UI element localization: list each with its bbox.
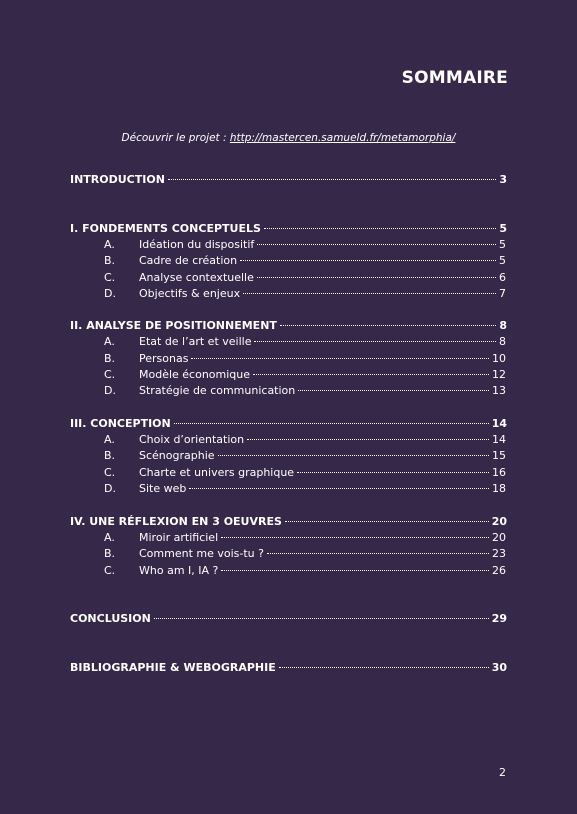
- page-title: SOMMAIRE: [401, 68, 508, 88]
- toc-page-number: 20: [491, 515, 507, 528]
- toc-entry-label: INTRODUCTION: [70, 173, 165, 186]
- toc-page-number: 3: [499, 173, 507, 186]
- page-number: 2: [499, 766, 506, 779]
- toc-subentry-letter: B.: [104, 449, 116, 462]
- toc-subentry-letter: A.: [104, 335, 115, 348]
- toc-subentry-label: Objectifs & enjeux: [139, 287, 241, 300]
- toc-page-number: 18: [492, 482, 506, 495]
- toc-page-number: 15: [492, 449, 506, 462]
- toc-leader-dots: [279, 667, 489, 668]
- toc-subentry[interactable]: [104, 547, 506, 563]
- toc-leader-dots: [174, 423, 489, 424]
- toc-page-number: 16: [492, 466, 506, 479]
- toc-subentry[interactable]: [104, 531, 506, 547]
- toc-entry-section-2[interactable]: [70, 319, 507, 335]
- toc-entry-label: I. FONDEMENTS CONCEPTUELS: [70, 222, 261, 235]
- toc-page-number: 30: [491, 661, 507, 674]
- toc-entry-label: II. ANALYSE DE POSITIONNEMENT: [70, 319, 277, 332]
- toc-subentry-letter: D.: [104, 384, 116, 397]
- toc-subentry[interactable]: [104, 254, 506, 270]
- toc-page-number: 12: [492, 368, 506, 381]
- toc-page-number: 26: [492, 564, 506, 577]
- toc-page-number: 14: [491, 417, 507, 430]
- toc-subentry[interactable]: [104, 433, 506, 449]
- toc-subentry[interactable]: [104, 449, 506, 465]
- toc-leader-dots: [218, 455, 489, 456]
- toc-subentry-label: Etat de l’art et veille: [139, 335, 252, 348]
- toc-entry-label: IV. UNE RÉFLEXION EN 3 OEUVRES: [70, 515, 282, 528]
- toc-leader-dots: [221, 537, 489, 538]
- toc-subentry[interactable]: [104, 482, 506, 498]
- toc-subentry[interactable]: [104, 287, 506, 303]
- toc-leader-dots: [247, 439, 489, 440]
- toc-subentry-label: Site web: [139, 482, 187, 495]
- toc-subentry[interactable]: [104, 384, 506, 400]
- toc-subentry-label: Modèle économique: [139, 368, 251, 381]
- toc-leader-dots: [285, 521, 489, 522]
- toc-leader-dots: [257, 277, 496, 278]
- toc-subentry[interactable]: [104, 466, 506, 482]
- toc-subentry-letter: B.: [104, 352, 116, 365]
- toc-page-number: 20: [492, 531, 506, 544]
- toc-leader-dots: [297, 472, 489, 473]
- toc-leader-dots: [267, 553, 489, 554]
- toc-subentry-label: Stratégie de communication: [139, 384, 296, 397]
- toc-subentry-letter: C.: [104, 466, 116, 479]
- toc-page-number: 13: [492, 384, 506, 397]
- toc-page-number: 23: [492, 547, 506, 560]
- toc-leader-dots: [240, 260, 496, 261]
- toc-page-number: 5: [499, 222, 507, 235]
- toc-leader-dots: [298, 390, 489, 391]
- toc-leader-dots: [221, 570, 489, 571]
- toc-leader-dots: [189, 488, 489, 489]
- toc-subentry-letter: C.: [104, 271, 116, 284]
- toc-entry-section-4[interactable]: [70, 515, 507, 531]
- toc-leader-dots: [257, 244, 496, 245]
- toc-subentry-letter: D.: [104, 482, 116, 495]
- toc-leader-dots: [154, 618, 489, 619]
- toc-leader-dots: [253, 374, 489, 375]
- toc-page-number: 8: [499, 335, 506, 348]
- toc-entry-label: CONCLUSION: [70, 612, 151, 625]
- toc-leader-dots: [191, 358, 489, 359]
- toc-subentry[interactable]: [104, 335, 506, 351]
- toc-subentry-letter: A.: [104, 531, 115, 544]
- toc-subentry[interactable]: [104, 352, 506, 368]
- toc-entry-label: III. CONCEPTION: [70, 417, 171, 430]
- toc-subentry-letter: A.: [104, 238, 115, 251]
- toc-subentry-label: Personas: [139, 352, 189, 365]
- toc-entry-section-1[interactable]: [70, 222, 507, 238]
- toc-subentry-letter: A.: [104, 433, 115, 446]
- toc-entry-introduction[interactable]: [70, 173, 507, 189]
- discover-prefix: Découvrir le projet :: [121, 132, 230, 144]
- toc-subentry-label: Charte et univers graphique: [139, 466, 295, 479]
- toc-subentry-label: Idéation du dispositif: [139, 238, 255, 251]
- toc-subentry-letter: B.: [104, 254, 116, 267]
- toc-subentry-letter: C.: [104, 564, 116, 577]
- toc-subentry-label: Comment me vois-tu ?: [139, 547, 264, 560]
- toc-subentry-label: Miroir artificiel: [139, 531, 219, 544]
- toc-subentry[interactable]: [104, 564, 506, 580]
- toc-page-number: 8: [499, 319, 507, 332]
- toc-entry-section-3[interactable]: [70, 417, 507, 433]
- toc-subentry-label: Cadre de création: [139, 254, 238, 267]
- toc-leader-dots: [280, 325, 496, 326]
- toc-page-number: 7: [499, 287, 506, 300]
- toc-leader-dots: [264, 228, 496, 229]
- toc-leader-dots: [168, 179, 496, 180]
- toc-leader-dots: [243, 293, 496, 294]
- toc-leader-dots: [254, 341, 496, 342]
- toc-subentry-label: Scénographie: [139, 449, 215, 462]
- toc-subentry[interactable]: [104, 271, 506, 287]
- toc-entry-conclusion[interactable]: [70, 612, 507, 628]
- project-link[interactable]: http://mastercen.samueld.fr/metamorphia/: [229, 132, 456, 144]
- toc-subentry[interactable]: [104, 238, 506, 254]
- toc-page-number: 10: [492, 352, 506, 365]
- toc-page-number: 5: [499, 238, 506, 251]
- toc-entry-label: BIBLIOGRAPHIE & WEBOGRAPHIE: [70, 661, 276, 674]
- toc-page-number: 14: [492, 433, 506, 446]
- toc-subentry-label: Analyse contextuelle: [139, 271, 254, 284]
- toc-subentry-letter: D.: [104, 287, 116, 300]
- toc-subentry-label: Who am I, IA ?: [139, 564, 219, 577]
- toc-entry-bibliography[interactable]: [70, 661, 507, 677]
- toc-page-number: 29: [491, 612, 507, 625]
- discover-project-line: [0, 132, 577, 144]
- toc-subentry-letter: B.: [104, 547, 116, 560]
- toc-page-number: 6: [499, 271, 506, 284]
- toc-subentry-letter: C.: [104, 368, 116, 381]
- toc-page-number: 5: [499, 254, 506, 267]
- toc-subentry-label: Choix d’orientation: [139, 433, 245, 446]
- toc-subentry[interactable]: [104, 368, 506, 384]
